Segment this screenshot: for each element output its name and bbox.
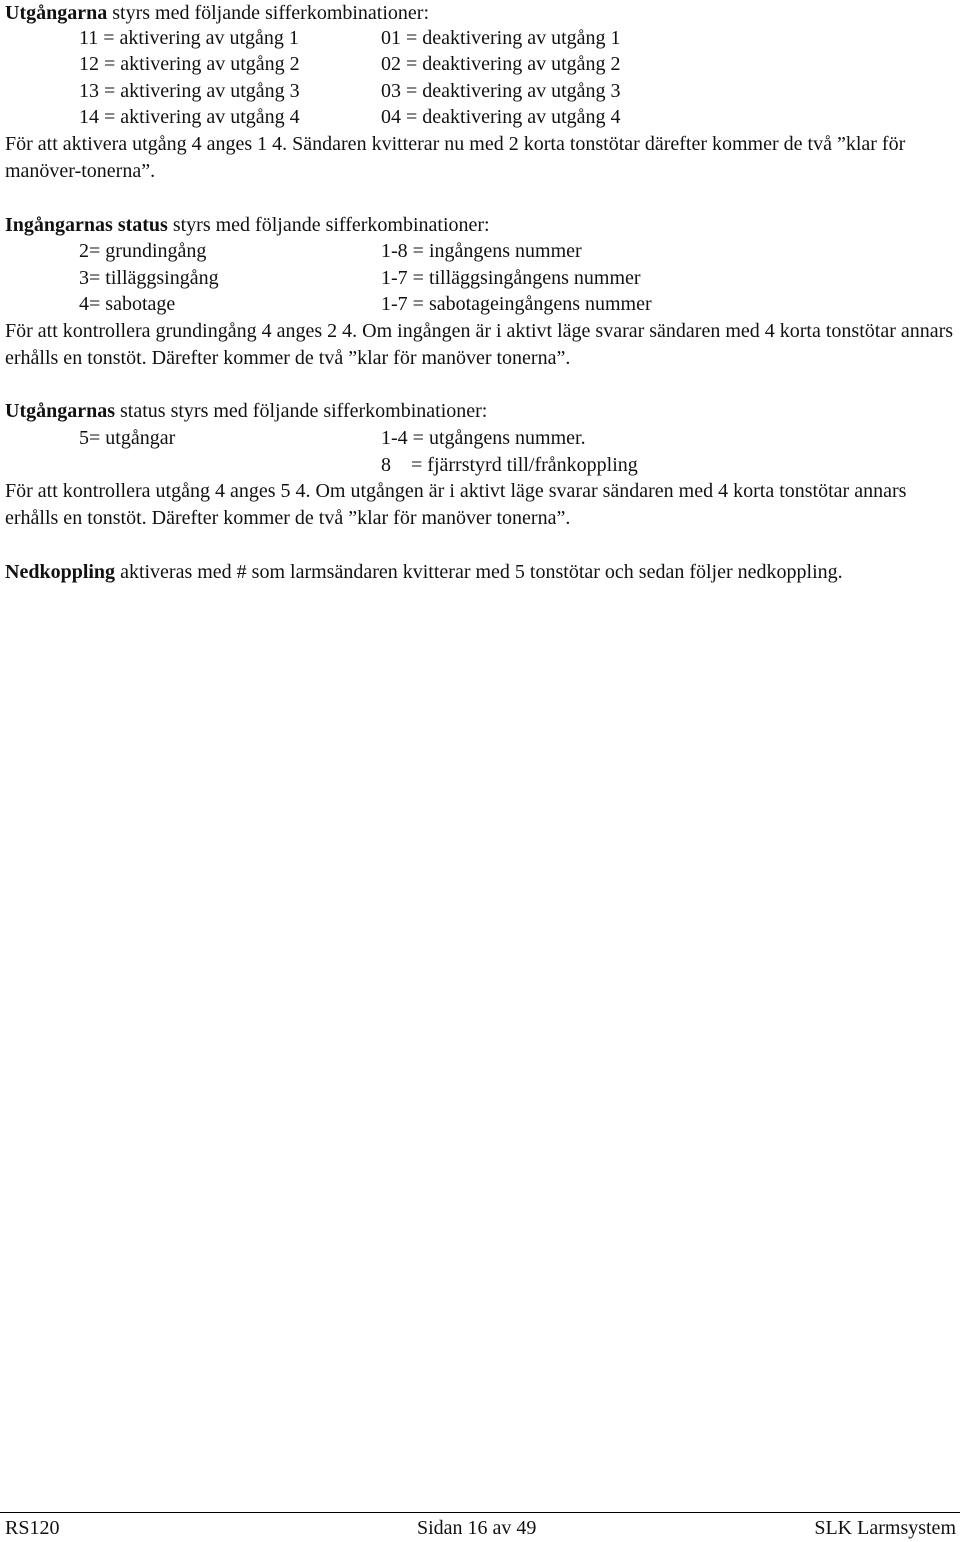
heading-text: styrs med följande sifferkombinationer: bbox=[107, 2, 430, 24]
row-right: 1-7 = sabotageingångens nummer bbox=[381, 293, 652, 315]
row-right: 03 = deaktivering av utgång 3 bbox=[381, 80, 621, 102]
heading-bold: Nedkoppling bbox=[5, 561, 116, 583]
output-status-row bbox=[5, 452, 955, 478]
row-right: 1-7 = tilläggsingångens nummer bbox=[381, 267, 641, 289]
row-left: 5= utgångar bbox=[79, 427, 176, 449]
row-right: 8 = fjärrstyrd till/frånkoppling bbox=[381, 454, 638, 476]
disconnect-text: aktiveras med # som larmsändaren kvitterar med 5 tonstötar och sedan följer nedkoppling. bbox=[115, 561, 843, 583]
footer-company: SLK Larmsystem bbox=[814, 1517, 956, 1539]
outputs-body-text: För att aktivera utgång 4 anges 1 4. Sändaren kvitterar nu med 2 korta tonstötar därefter kommer de två ”klar för manöver-tonerna”. bbox=[5, 133, 906, 182]
outputs-row bbox=[5, 25, 955, 51]
heading-bold: Utgångarna bbox=[5, 2, 108, 24]
page-footer bbox=[0, 1512, 960, 1542]
row-right: 04 = deaktivering av utgång 4 bbox=[381, 106, 621, 128]
row-left: 2= grundingång bbox=[79, 240, 207, 262]
footer-page-number: Sidan 16 av 49 bbox=[417, 1517, 537, 1539]
row-right: 1-8 = ingångens nummer bbox=[381, 240, 582, 262]
inputs-row bbox=[5, 291, 955, 317]
section-outputs-heading bbox=[5, 0, 429, 26]
heading-text: status styrs med följande sifferkombinationer: bbox=[115, 400, 488, 422]
output-status-row bbox=[5, 425, 955, 451]
row-right: 01 = deaktivering av utgång 1 bbox=[381, 27, 621, 49]
output-status-body-text: För att kontrollera utgång 4 anges 5 4. Om utgången är i aktivt läge svarar sändaren med 4 korta tonstötar annars erhålls en tonstöt. Därefter kommer de två ”klar för manöver tonerna”. bbox=[5, 480, 907, 529]
heading-bold: Ingångarnas status bbox=[5, 214, 168, 236]
heading-bold: Utgångarnas bbox=[5, 400, 116, 422]
row-left: 13 = aktivering av utgång 3 bbox=[79, 80, 300, 102]
inputs-row bbox=[5, 265, 955, 291]
row-right: 02 = deaktivering av utgång 2 bbox=[381, 53, 621, 75]
inputs-row bbox=[5, 238, 955, 264]
row-left: 11 = aktivering av utgång 1 bbox=[79, 27, 299, 49]
row-left: 4= sabotage bbox=[79, 293, 176, 315]
section-inputs-heading bbox=[5, 212, 490, 238]
inputs-body-text: För att kontrollera grundingång 4 anges 2 4. Om ingången är i aktivt läge svarar sändaren med 4 korta tonstötar annars erhålls en tonstöt. Därefter kommer de två ”klar för manöver tonerna”. bbox=[5, 320, 954, 369]
outputs-row bbox=[5, 51, 955, 77]
section-disconnect-text bbox=[5, 559, 955, 586]
section-output-status-heading bbox=[5, 398, 487, 424]
row-left: 14 = aktivering av utgång 4 bbox=[79, 106, 300, 128]
outputs-row bbox=[5, 104, 955, 130]
outputs-row bbox=[5, 78, 955, 104]
heading-text: styrs med följande sifferkombinationer: bbox=[167, 214, 490, 236]
row-left: 3= tilläggsingång bbox=[79, 267, 219, 289]
row-left: 12 = aktivering av utgång 2 bbox=[79, 53, 300, 75]
row-right: 1-4 = utgångens nummer. bbox=[381, 427, 586, 449]
footer-doc-code: RS120 bbox=[5, 1517, 60, 1539]
